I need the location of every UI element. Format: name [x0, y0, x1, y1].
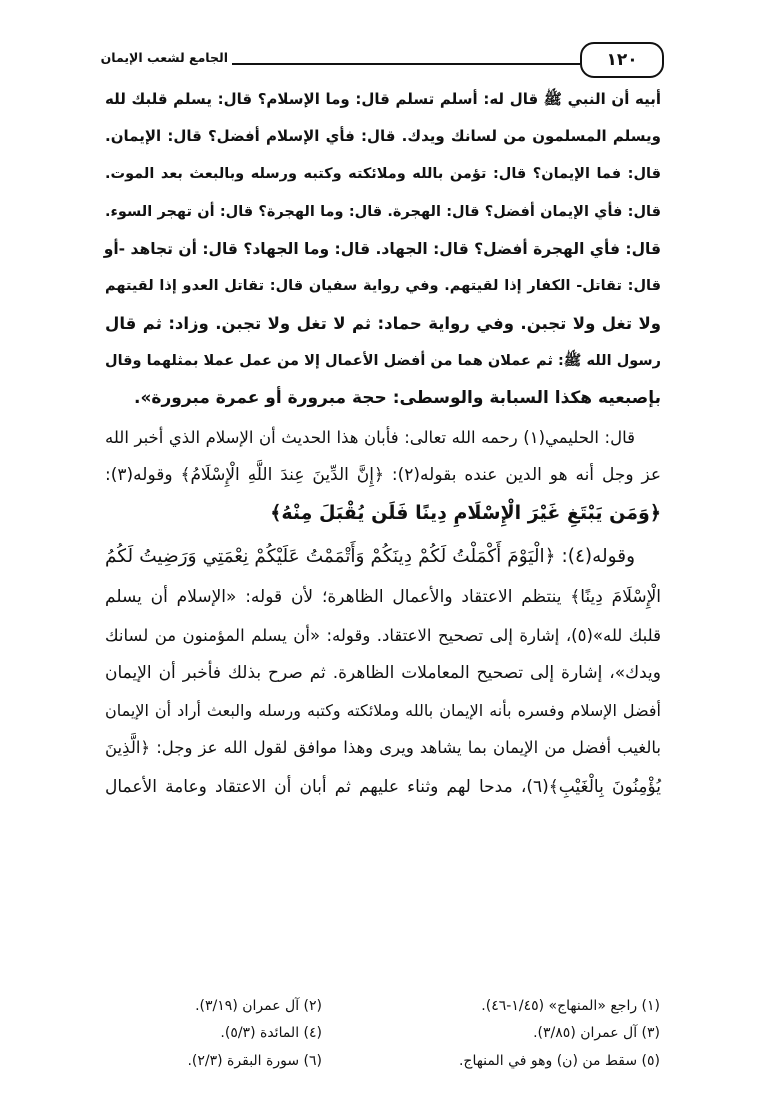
footnote: (٦) سورة البقرة (٢/٣). — [187, 1053, 322, 1069]
page-number: ١٢٠ — [580, 42, 664, 78]
footnote: (٢) آل عمران (٣/١٩). — [195, 998, 322, 1014]
text-line: ويسلم المسلمون من لسانك ويدك. قال: فأي الإسلام أفضل؟ قال: الإيمان. — [105, 127, 661, 145]
text-line: عز وجل أنه هو الدين عنده بقوله(٢): ﴿إِنَّ الدِّينَ عِندَ اللَّهِ الْإِسْلَامُ﴾ وقوله(٣): — [105, 465, 661, 485]
text-line: قال: فأي الهجرة أفضل؟ قال: الجهاد. قال: وما الجهاد؟ قال: أن تجاهد -أو — [103, 240, 661, 258]
text-line: أبيه أن النبي ﷺ قال له: أسلم تسلم قال: وما الإسلام؟ قال: يسلم قلبك لله — [105, 90, 661, 108]
text-line: يُؤْمِنُونَ بِالْغَيْبِ﴾(٦)، مدحا لهم وثناء عليهم ثم أبان أن الاعتقاد وعامة الأعمال — [105, 777, 661, 797]
text-line: بالغيب أفضل من الإيمان بما يشاهد ويرى وهذا موافق لقول الله عز وجل: ﴿الَّذِينَ — [105, 738, 661, 757]
quran-verse: ﴿وَمَن يَبْتَغِ غَيْرَ الْإِسْلَامِ دِينًا فَلَن يُقْبَلَ مِنْهُ﴾ — [270, 502, 661, 524]
running-title: الجامع لشعب الإيمان — [100, 50, 228, 65]
text-line: قال: فأي الإيمان أفضل؟ قال: الهجرة. قال: وما الهجرة؟ قال: أن تهجر السوء. — [105, 204, 661, 220]
text-line: أفضل الإسلام وفسره بأنه الإيمان بالله وملائكته وكتبه ورسله والبعث أراد أن الإيمان — [105, 701, 661, 720]
text-line: قال: الحليمي(١) رحمه الله تعالى: فأبان هذا الحديث أن الإسلام الذي أخبر الله — [105, 428, 636, 447]
text-line: الْإِسْلَامَ دِينًا﴾ ينتظم الاعتقاد والأعمال الظاهرة؛ لأن قوله: «الإسلام أن يسلم — [105, 587, 661, 607]
footnote: (٣) آل عمران (٣/٨٥). — [533, 1025, 660, 1041]
text-line: قال: تقاتل- الكفار إذا لقيتهم. وفي رواية سفيان قال: تقاتل العدو إذا لقيتهم — [105, 278, 661, 294]
header-rule — [232, 63, 580, 65]
footnote: (٥) سقط من (ن) وهو في المنهاج. — [458, 1053, 660, 1069]
text-line: وقوله(٤): ﴿الْيَوْمَ أَكْمَلْتُ لَكُمْ دِينَكُمْ وَأَتْمَمْتُ عَلَيْكُمْ نِعْمَتِي وَرَضِيتُ لَكُمُ — [105, 546, 635, 567]
text-line: رسول الله ﷺ: ثم عملان هما من أفضل الأعمال إلا من عمل عملا بمثلهما وقال — [105, 353, 661, 369]
text-line: ولا تغل ولا تجبن. وفي رواية حماد: ثم لا تغل ولا تجبن. وزاد: ثم قال — [105, 314, 661, 333]
text-line: بإصبعيه هكذا السبابة والوسطى: حجة مبرورة أو عمرة مبرورة». — [133, 388, 661, 408]
footnote: (٤) المائدة (٥/٣). — [220, 1025, 322, 1041]
text-line: قلبك لله»(٥)، إشارة إلى تصحيح الاعتقاد. وقوله: «أن يسلم المؤمنون من لسانك — [105, 626, 661, 645]
text-line: قال: فما الإيمان؟ قال: تؤمن بالله وملائكته وكتبه ورسله وبالبعث بعد الموت. — [105, 166, 661, 182]
footnote: (١) راجع «المنهاج» (١/٤٥-٤٦). — [481, 998, 660, 1014]
text-line: ويدك»، إشارة إلى تصحيح المعاملات الظاهرة. ثم صرح بذلك فأخبر أن الإيمان — [105, 663, 661, 683]
